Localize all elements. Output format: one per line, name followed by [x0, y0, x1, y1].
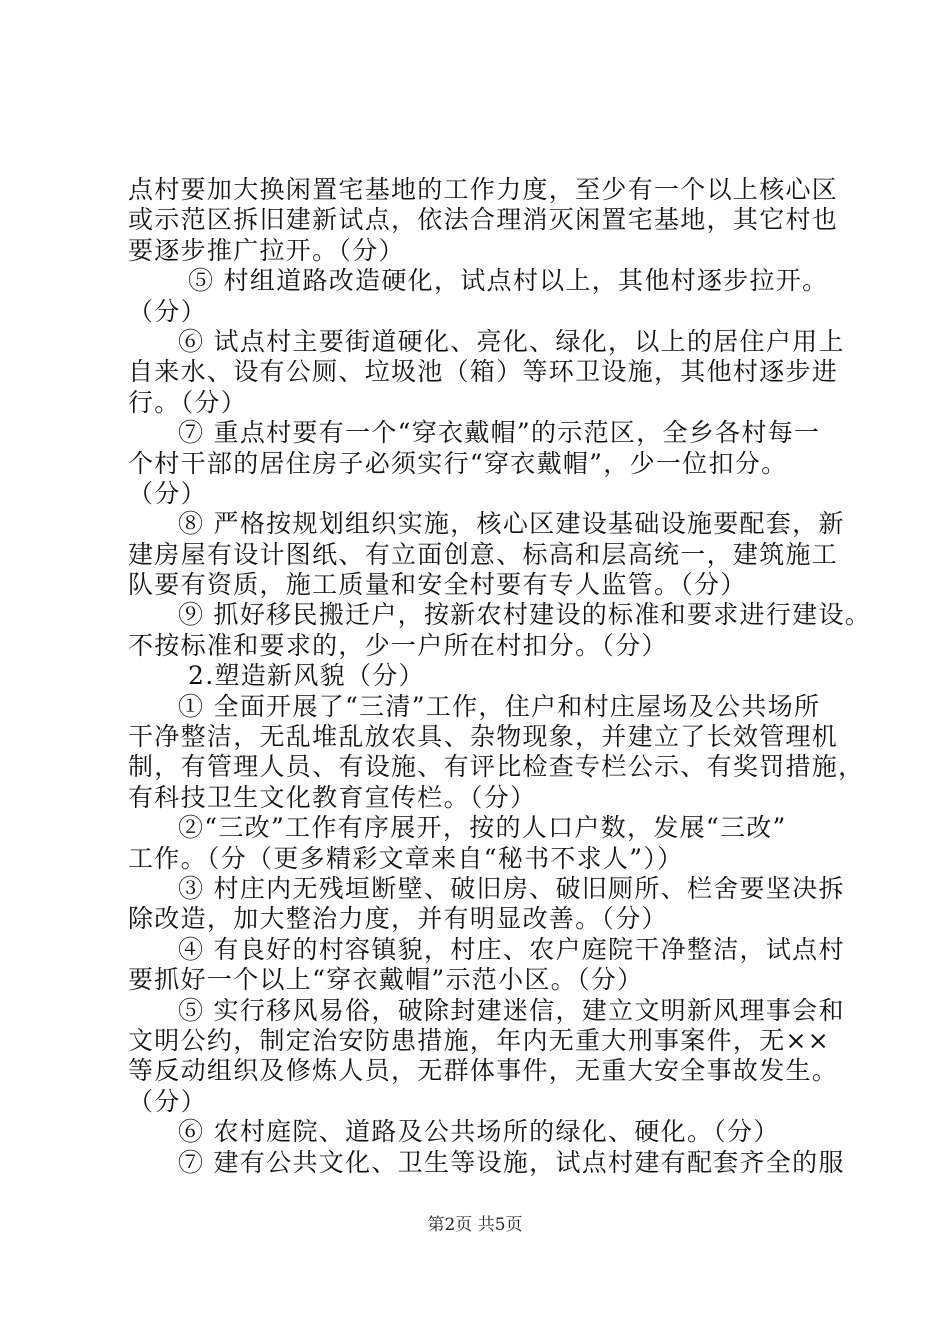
text-line: 干净整洁，无乱堆乱放农具、杂物现象，并建立了长效管理机	[128, 722, 839, 752]
text-line: 个村干部的居住房子必须实行“穿衣戴帽”，少一位扣分。	[128, 448, 788, 478]
text-line: 行。（分）	[128, 387, 248, 417]
text-line: 等反动组织及修炼人员，无群体事件，无重大安全事故发生。	[128, 1056, 839, 1086]
text-line: 自来水、设有公厕、垃圾池（箱）等环卫设施，其他村逐步进	[128, 357, 839, 387]
text-line: ⑥ 农村庭院、道路及公共场所的绿化、硬化。（分）	[178, 1117, 780, 1147]
text-line: ⑤ 村组道路改造硬化，试点村以上，其他村逐步拉开。	[188, 266, 829, 296]
text-line: ⑧ 严格按规划组织实施，核心区建设基础设施要配套，新	[178, 509, 845, 539]
text-line: 要逐步推广拉开。（分）	[128, 235, 405, 265]
document-body	[128, 175, 872, 1178]
text-line: 制，有管理人员、有设施、有评比检查专栏公示、有奖罚措施，	[128, 752, 865, 782]
text-line: 不按标准和要求的，少一户所在村扣分。（分）	[128, 630, 668, 660]
page-number: 第2页 共5页	[427, 1215, 523, 1235]
text-line: ②“三改”工作有序展开，按的人口户数，发展“三改”	[178, 813, 787, 843]
text-line: ③ 村庄内无残垣断壁、破旧房、破旧厕所、栏舍要坚决拆	[178, 873, 845, 903]
text-line: 有科技卫生文化教育宣传栏。（分）	[128, 782, 537, 812]
section-heading: 2.塑造新风貌（分）	[188, 661, 425, 691]
text-line: （分）	[128, 1086, 207, 1116]
text-line: 或示范区拆旧建新试点，依法合理消灭闲置宅基地，其它村也	[128, 205, 839, 235]
text-line: 建房屋有设计图纸、有立面创意、标高和层高统一，建筑施工	[128, 539, 839, 569]
text-line: ④ 有良好的村容镇貌，村庄、农户庭院干净整洁，试点村	[178, 934, 845, 964]
text-line: （分）	[128, 478, 207, 508]
text-line: ⑦ 重点村要有一个“穿衣戴帽”的示范区，全乡各村每一	[178, 418, 821, 448]
text-line: 文明公约，制定治安防患措施，年内无重大刑事案件，无××	[128, 1025, 830, 1055]
text-line: 点村要加大换闲置宅基地的工作力度，至少有一个以上核心区	[128, 175, 839, 204]
text-line: ⑤ 实行移风易俗，破除封建迷信，建立文明新风理事会和	[178, 995, 845, 1025]
text-line: 要抓好一个以上“穿衣戴帽”示范小区。（分）	[128, 965, 644, 995]
text-line: 队要有资质，施工质量和安全村要有专人监管。（分）	[128, 570, 747, 600]
text-line: 除改造，加大整治力度，并有明显改善。（分）	[128, 904, 668, 934]
text-line: ⑨ 抓好移民搬迁户，按新农村建设的标准和要求进行建设。	[178, 600, 872, 630]
text-line: ⑦ 建有公共文化、卫生等设施，试点村建有配套齐全的服	[178, 1147, 845, 1177]
text-line: （分）	[128, 296, 207, 326]
text-line: ① 全面开展了“三清”工作，住户和村庄屋场及公共场所	[178, 691, 821, 721]
text-line: 工作。（分（更多精彩文章来自“秘书不求人”））	[128, 843, 684, 873]
text-line: ⑥ 试点村主要街道硬化、亮化、绿化，以上的居住户用上	[178, 326, 845, 356]
